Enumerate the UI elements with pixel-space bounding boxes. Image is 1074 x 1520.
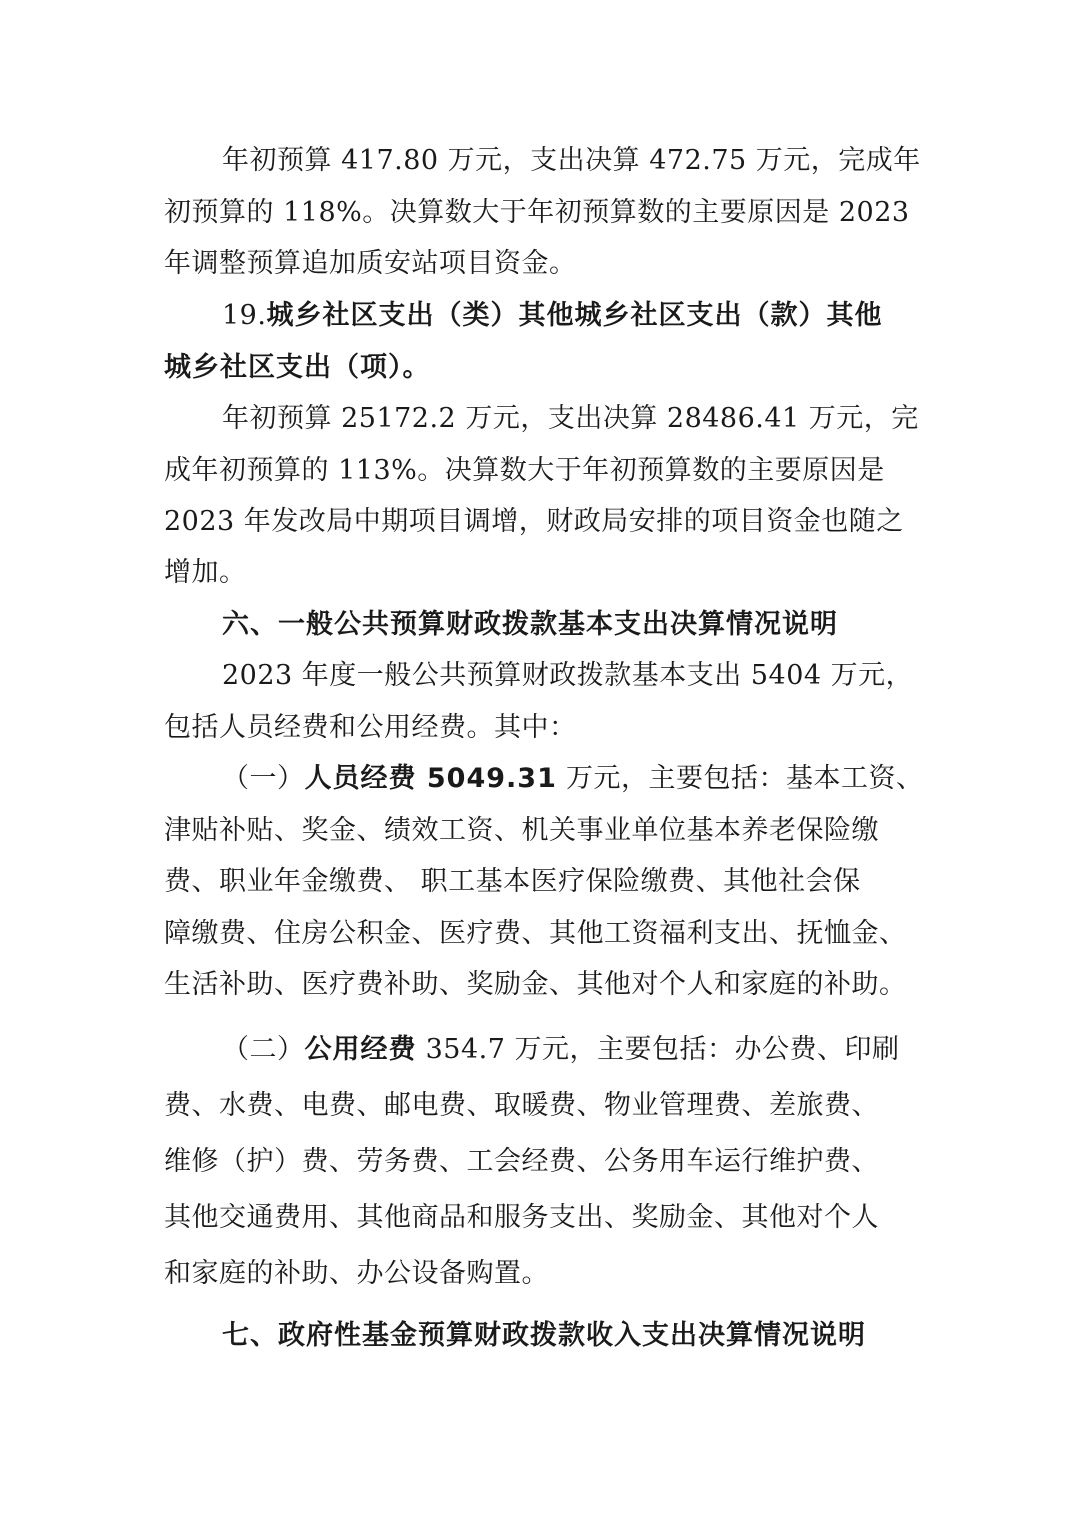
personnel-title: 人员经费 5049.31 (304, 763, 557, 794)
paragraph-line: 2023 年发改局中期项目调增，财政局安排的项目资金也随之 (164, 506, 904, 537)
paragraph-line: 费、职业年金缴费、 职工基本医疗保险缴费、其他社会保 (164, 866, 861, 897)
personnel-text: 万元，主要包括：基本工资、 (556, 763, 924, 794)
personnel-expense-line1 (222, 759, 923, 799)
paragraph-line: 年初预算 417.80 万元，支出决算 472.75 万元，完成年 (222, 145, 921, 176)
item-number: 19. (222, 300, 267, 331)
item-19-heading-line1 (222, 296, 882, 336)
paragraph-line: 增加。 (164, 557, 247, 588)
public-text: 354.7 万元，主要包括：办公费、印刷 (416, 1034, 900, 1065)
list-marker: （一） (222, 763, 305, 794)
item-title: 城乡社区支出（类）其他城乡社区支出（款）其他 (266, 300, 883, 331)
paragraph-line: 初预算的 118%。决算数大于年初预算数的主要原因是 2023 (164, 197, 910, 228)
paragraph-line: 2023 年度一般公共预算财政拨款基本支出 5404 万元， (222, 660, 914, 691)
paragraph-line: 和家庭的补助、办公设备购置。 (164, 1258, 549, 1289)
section-heading: 七、政府性基金预算财政拨款收入支出决算情况说明 (222, 1320, 866, 1351)
paragraph-line: 年初预算 25172.2 万元，支出决算 28486.41 万元，完 (222, 403, 919, 434)
item-19-heading-line2: 城乡社区支出（项）。 (164, 352, 431, 383)
public-expense-line1 (222, 1030, 899, 1070)
list-marker: （二） (222, 1034, 305, 1065)
paragraph-line: 包括人员经费和公用经费。其中： (164, 712, 577, 743)
public-title: 公用经费 (304, 1034, 417, 1065)
paragraph-line: 成年初预算的 113%。决算数大于年初预算数的主要原因是 (164, 455, 885, 486)
paragraph-line: 障缴费、住房公积金、医疗费、其他工资福利支出、抚恤金、 (164, 918, 907, 949)
paragraph-line: 津贴补贴、奖金、绩效工资、机关事业单位基本养老保险缴 (164, 815, 879, 846)
paragraph-line: 其他交通费用、其他商品和服务支出、奖励金、其他对个人 (164, 1202, 879, 1233)
paragraph-line: 维修（护）费、劳务费、工会经费、公务用车运行维护费、 (164, 1146, 879, 1177)
paragraph-line: 费、水费、电费、邮电费、取暖费、物业管理费、差旅费、 (164, 1090, 879, 1121)
section-heading: 六、一般公共预算财政拨款基本支出决算情况说明 (222, 609, 838, 640)
paragraph-line: 生活补助、医疗费补助、奖励金、其他对个人和家庭的补助。 (164, 969, 907, 1000)
paragraph-line: 年调整预算追加质安站项目资金。 (164, 248, 577, 279)
